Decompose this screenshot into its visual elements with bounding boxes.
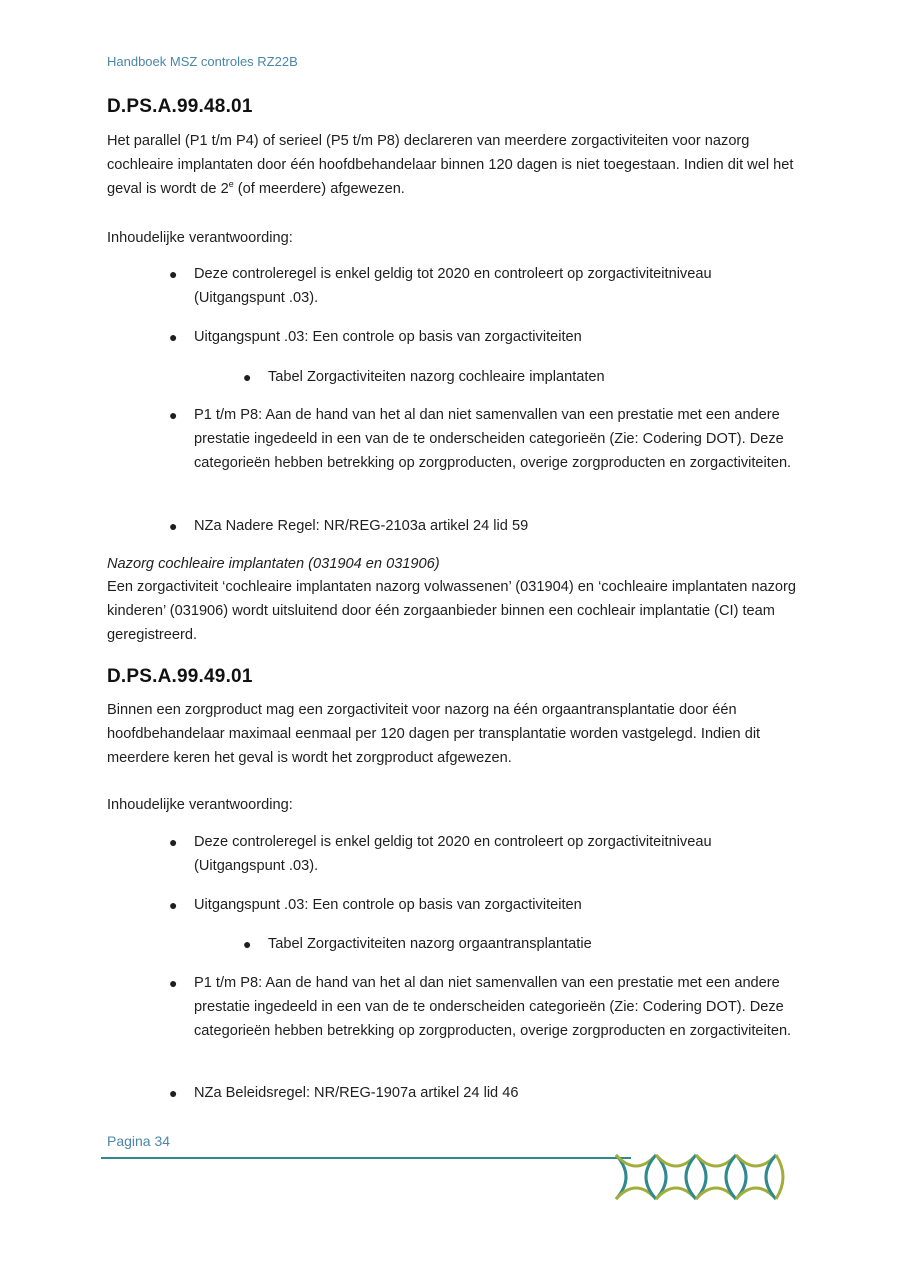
section-1-description xyxy=(107,129,797,201)
bullet-text: NZa Beleidsregel: NR/REG-1907a artikel 24 lid 46 xyxy=(194,1085,519,1101)
section-1-note-text: Een zorgactiviteit ‘cochleaire implantaten nazorg volwassenen’ (031904) en ‘cochleaire implantaten nazorg kinderen’ (031906) wordt uitsluitend door één zorgaanbieder binnen een cochleair implantatie (CI) team geregistreerd. xyxy=(107,579,797,643)
section-1-description-tail: (of meerdere) afgewezen. xyxy=(233,181,405,197)
ordinal-superscript: e xyxy=(228,179,234,190)
page-number: Pagina 34 xyxy=(107,1133,171,1149)
bullet-text: Uitgangspunt .03: Een controle op basis van zorgactiviteiten xyxy=(194,897,582,913)
section-1-bullet-1 xyxy=(169,262,794,310)
section-2-justification-label: Inhoudelijke verantwoording: xyxy=(107,797,293,813)
section-1-bullet-4 xyxy=(169,514,794,538)
section-1-bullet-2 xyxy=(169,325,794,349)
section-1-subbullet-1 xyxy=(243,365,788,389)
bullet-icon: ● xyxy=(169,518,178,534)
bullet-icon: ● xyxy=(169,329,178,345)
bullet-text: NZa Nadere Regel: NR/REG-2103a artikel 24 lid 59 xyxy=(194,518,529,534)
section-1-description-text: Het parallel (P1 t/m P4) of serieel (P5 t/m P8) declareren van meerdere zorgactiviteiten voor nazorg cochleaire implantaten door één hoofdbehandelaar binnen 120 dagen is niet toegestaan. Indien dit wel het geval is wordt de 2 xyxy=(107,133,794,197)
bullet-icon: ● xyxy=(243,369,252,385)
interlocking-arcs-logo-icon xyxy=(612,1153,792,1206)
bullet-text: Deze controleregel is enkel geldig tot 2020 en controleert op zorgactiviteitniveau (Uitgangspunt .03). xyxy=(194,834,712,874)
bullet-text: Tabel Zorgactiviteiten nazorg cochleaire implantaten xyxy=(268,369,605,385)
bullet-icon: ● xyxy=(169,834,178,850)
bullet-text: P1 t/m P8: Aan de hand van het al dan niet samenvallen van een prestatie met een andere prestatie ingedeeld in een van de te onderscheiden categorieën (Zie: Codering DOT). Deze categorieën hebben betrekking op zorgproducten, overige zorgproducten en zorgactiviteiten. xyxy=(194,407,792,471)
document-header: Handboek MSZ controles RZ22B xyxy=(107,54,298,69)
section-title-2: D.PS.A.99.49.01 xyxy=(107,666,253,687)
section-title-1: D.PS.A.99.48.01 xyxy=(107,96,253,117)
bullet-icon: ● xyxy=(243,936,252,952)
bullet-text: Deze controleregel is enkel geldig tot 2020 en controleert op zorgactiviteitniveau (Uitgangspunt .03). xyxy=(194,266,712,306)
bullet-text: Uitgangspunt .03: Een controle op basis van zorgactiviteiten xyxy=(194,329,582,345)
section-2-bullet-3 xyxy=(169,971,794,1043)
bullet-icon: ● xyxy=(169,266,178,282)
section-1-bullet-3 xyxy=(169,403,794,475)
bullet-icon: ● xyxy=(169,975,178,991)
section-2-bullet-4 xyxy=(169,1081,794,1105)
bullet-text: Tabel Zorgactiviteiten nazorg orgaantransplantatie xyxy=(268,936,592,952)
bullet-icon: ● xyxy=(169,1085,178,1101)
section-1-justification-label: Inhoudelijke verantwoording: xyxy=(107,230,293,246)
section-2-bullet-1 xyxy=(169,830,794,878)
footer-divider xyxy=(101,1157,631,1159)
section-2-description: Binnen een zorgproduct mag een zorgactiviteit voor nazorg na één orgaantransplantatie door één hoofdbehandelaar maximaal eenmaal per 120 dagen per transplantatie worden vastgelegd. Indien dit meerdere keren het geval is wordt het zorgproduct afgewezen. xyxy=(107,702,761,766)
bullet-text: P1 t/m P8: Aan de hand van het al dan niet samenvallen van een prestatie met een andere prestatie ingedeeld in een van de te onderscheiden categorieën (Zie: Codering DOT). Deze categorieën hebben betrekking op zorgproducten, overige zorgproducten en zorgactiviteiten. xyxy=(194,975,792,1039)
bullet-icon: ● xyxy=(169,407,178,423)
section-2-bullet-2 xyxy=(169,893,794,917)
section-2-subbullet-1 xyxy=(243,932,788,956)
section-1-note-title: Nazorg cochleaire implantaten (031904 en 031906) xyxy=(107,556,440,572)
bullet-icon: ● xyxy=(169,897,178,913)
